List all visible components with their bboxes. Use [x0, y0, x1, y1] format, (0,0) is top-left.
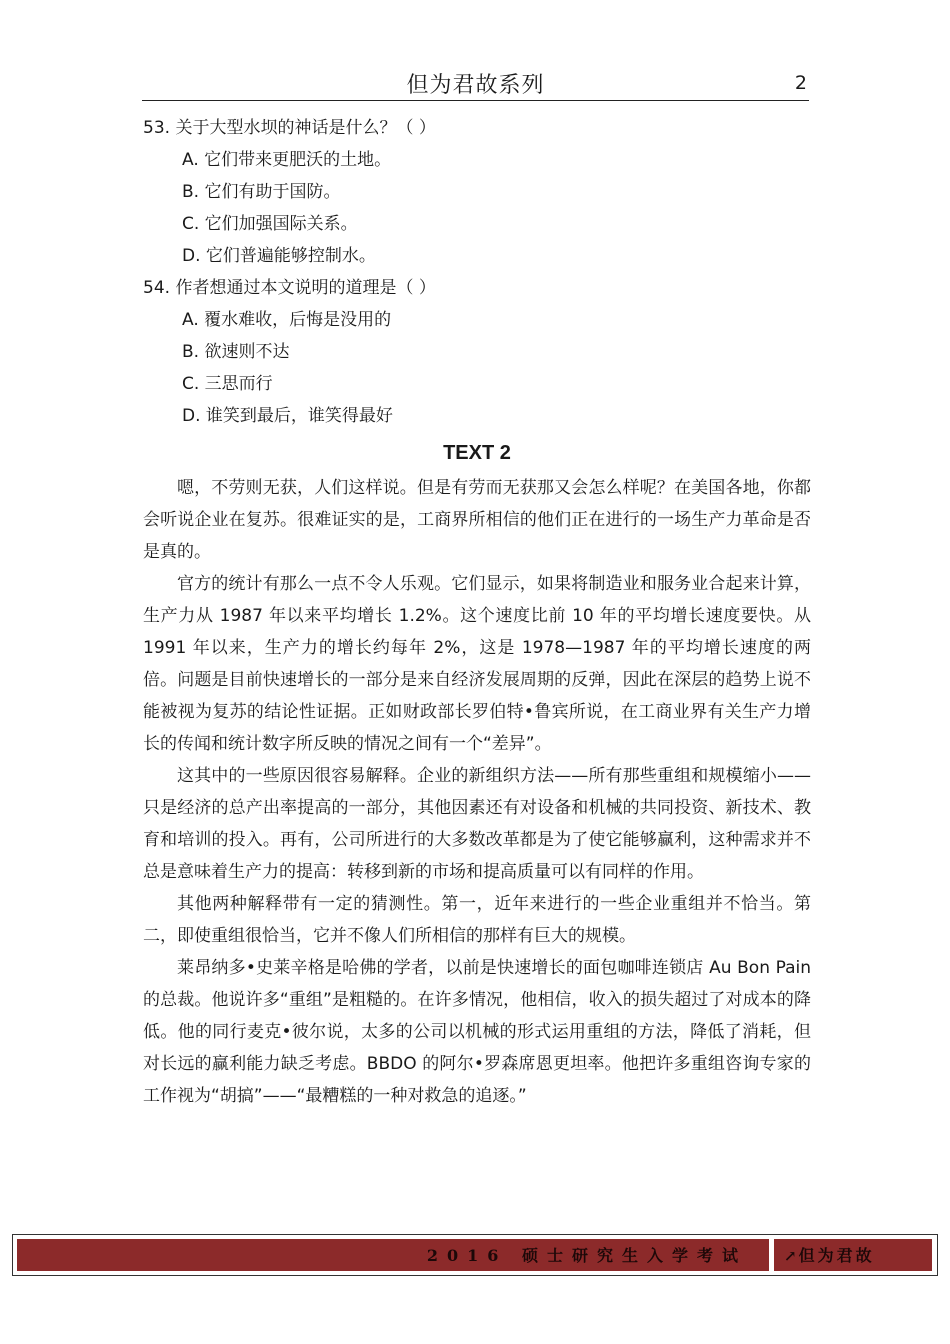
question-54: [143, 272, 811, 432]
option-c: C. 它们加强国际关系。: [182, 214, 358, 234]
paragraph-5: 莱昂纳多•史莱辛格是哈佛的学者，以前是快速增长的面包咖啡连锁店 Au Bon Pain 的总裁。他说许多“重组”是粗糙的。在许多情况，他相信，收入的损失超过了对成本的降低。他的同行麦克•彼尔说，太多的公司以机械的形式运用重组的方法，降低了消耗，但对长远的赢利能力缺乏考虑。BBDO 的阿尔•罗森席恩更坦率。他把许多重组咨询专家的工作视为“胡搞”——“最糟糕的一种对救急的追逐。”: [143, 958, 811, 1106]
brand-label: [784, 1243, 875, 1266]
page-footer: [12, 1234, 938, 1276]
question-stem: 53. 关于大型水坝的神话是什么？（ ）: [143, 118, 436, 138]
question-53: [143, 112, 811, 272]
paragraph-3: 这其中的一些原因很容易解释。企业的新组织方法——所有那些重组和规模缩小——只是经济的总产出率提高的一部分，其他因素还有对设备和机械的共同投资、新技术、教育和培训的投入。再有，公司所进行的大多数改革都是为了使它能够赢利，这种需求并不总是意味着生产力的提高：转移到新的市场和提高质量可以有同样的作用。: [143, 766, 811, 882]
arrow-up-right-icon: ↗: [784, 1247, 797, 1265]
paragraph-1: 嗯，不劳则无获，人们这样说。但是有劳而无获那又会怎么样呢？在美国各地，你都会听说企业在复苏。很难证实的是，工商界所相信的他们正在进行的一场生产力革命是否是真的。: [143, 478, 811, 562]
brand-text: 但为君故: [798, 1246, 875, 1265]
option-d: D. 谁笑到最后，谁笑得最好: [182, 406, 393, 426]
exam-label: 2016 硕士研究生入学考试: [426, 1246, 747, 1265]
option-d: D. 它们普遍能够控制水。: [182, 246, 376, 266]
option-a: A. 覆水难收，后悔是没用的: [182, 310, 392, 330]
option-b: B. 它们有助于国防。: [182, 182, 341, 202]
page-content: [143, 112, 811, 1112]
series-title: 但为君故系列: [406, 73, 545, 98]
paragraph-4: 其他两种解释带有一定的猜测性。第一，近年来进行的一些企业重组并不恰当。第二，即使重组很恰当，它并不像人们所相信的那样有巨大的规模。: [143, 894, 811, 946]
option-b: B. 欲速则不达: [182, 342, 290, 362]
footer-brand-band: [774, 1239, 932, 1271]
page-header: [142, 64, 809, 101]
option-a: A. 它们带来更肥沃的土地。: [182, 150, 392, 170]
footer-exam-band: [17, 1239, 769, 1271]
question-stem: 54. 作者想通过本文说明的道理是（ ）: [143, 278, 436, 298]
paragraph-2: 官方的统计有那么一点不令人乐观。它们显示，如果将制造业和服务业合起来计算，生产力从 1987 年以来平均增长 1.2%。这个速度比前 10 年的平均增长速度要快。从 1991 年以来，生产力的增长约每年 2%，这是 1978—1987 年的平均增长速度的两倍。问题是目前快速增长的一部分是来自经济发展周期的反弹，因此在深层的趋势上说不能被视为复苏的结论性证据。正如财政部长罗伯特•鲁宾所说，在工商业界有关生产力增长的传闻和统计数字所反映的情况之间有一个“差异”。: [143, 574, 811, 754]
section-title: TEXT 2: [443, 442, 511, 464]
option-c: C. 三思而行: [182, 374, 273, 394]
page-number: 2: [794, 72, 807, 94]
